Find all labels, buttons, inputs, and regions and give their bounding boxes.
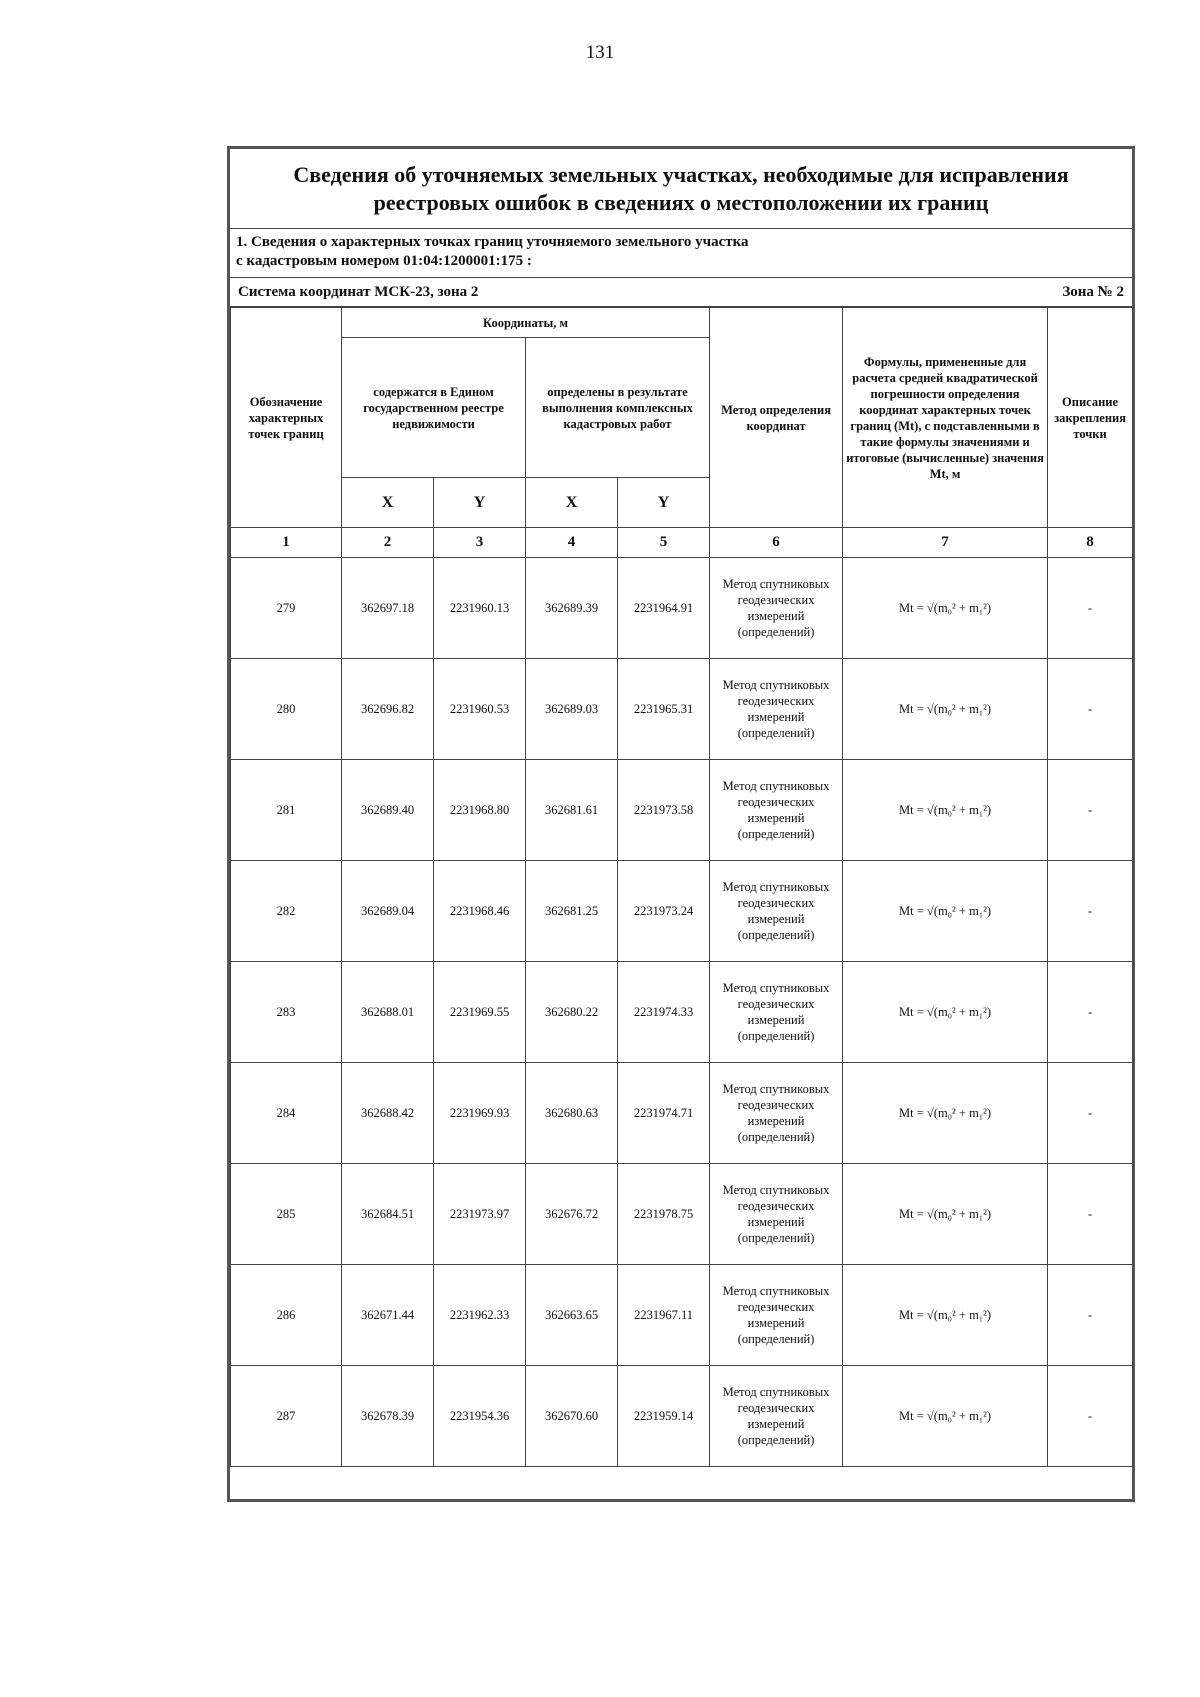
cell-formula: Mt = √(m₀² + m₁²)	[843, 861, 1048, 962]
column-number: 5	[618, 528, 710, 558]
header-point: Обозначение характерных точек границ	[231, 308, 342, 528]
cell-formula: Mt = √(m₀² + m₁²)	[843, 760, 1048, 861]
column-number: 7	[843, 528, 1048, 558]
cell-y-egrn: 2231954.36	[434, 1366, 526, 1467]
coordinate-system-bar	[230, 278, 1132, 307]
cell-formula: Mt = √(m₀² + m₁²)	[843, 659, 1048, 760]
cell-x-cadastral: 362676.72	[526, 1164, 618, 1265]
cell-x-cadastral: 362663.65	[526, 1265, 618, 1366]
cell-method: Метод спутниковых геодезических измерений (определений)	[710, 861, 843, 962]
column-numbers-row	[231, 528, 1133, 558]
cell-point: 287	[231, 1366, 342, 1467]
cell-description: -	[1048, 659, 1133, 760]
cell-x-cadastral: 362689.03	[526, 659, 618, 760]
table-row	[231, 1366, 1133, 1467]
cell-formula: Mt = √(m₀² + m₁²)	[843, 1265, 1048, 1366]
cell-x-egrn: 362689.04	[342, 861, 434, 962]
column-number: 3	[434, 528, 526, 558]
cell-x-cadastral: 362681.61	[526, 760, 618, 861]
zone-label: Зона № 2	[1062, 283, 1124, 300]
cell-description: -	[1048, 861, 1133, 962]
cell-x-egrn: 362684.51	[342, 1164, 434, 1265]
cell-x-egrn: 362688.42	[342, 1063, 434, 1164]
cell-point: 279	[231, 558, 342, 659]
cell-method: Метод спутниковых геодезических измерений (определений)	[710, 1164, 843, 1265]
cell-y-cadastral: 2231978.75	[618, 1164, 710, 1265]
cell-x-egrn: 362696.82	[342, 659, 434, 760]
cell-y-egrn: 2231960.13	[434, 558, 526, 659]
cell-y-egrn: 2231968.46	[434, 861, 526, 962]
cell-y-egrn: 2231969.55	[434, 962, 526, 1063]
cell-y-egrn: 2231968.80	[434, 760, 526, 861]
header-coordinates: Координаты, м	[342, 308, 710, 338]
cell-y-cadastral: 2231973.24	[618, 861, 710, 962]
cell-point: 284	[231, 1063, 342, 1164]
cell-y-cadastral: 2231973.58	[618, 760, 710, 861]
column-number: 6	[710, 528, 843, 558]
cell-y-egrn: 2231960.53	[434, 659, 526, 760]
section-heading-line2: с кадастровым номером 01:04:1200001:175 :	[236, 253, 532, 269]
document-frame	[227, 146, 1135, 1502]
table-row	[231, 1265, 1133, 1366]
cell-point: 282	[231, 861, 342, 962]
cell-x-egrn: 362688.01	[342, 962, 434, 1063]
empty-footer-cell	[231, 1467, 1133, 1496]
header-formula: Формулы, примененные для расчета средней квадратической погрешности определения координат характерных точек границ (Mt), с подставленными в такие формулы значениями и итоговые (вычисленные) значения Mt, м	[843, 308, 1048, 528]
cell-x-egrn: 362671.44	[342, 1265, 434, 1366]
cell-description: -	[1048, 1366, 1133, 1467]
header-method: Метод определения координат	[710, 308, 843, 528]
cell-x-cadastral: 362680.63	[526, 1063, 618, 1164]
cell-description: -	[1048, 962, 1133, 1063]
cell-point: 285	[231, 1164, 342, 1265]
cell-x-cadastral: 362689.39	[526, 558, 618, 659]
cell-point: 283	[231, 962, 342, 1063]
cell-description: -	[1048, 1063, 1133, 1164]
cell-y-cadastral: 2231967.11	[618, 1265, 710, 1366]
section-heading-line1: 1. Сведения о характерных точках границ уточняемого земельного участка	[236, 234, 749, 250]
table-row	[231, 1063, 1133, 1164]
column-number: 1	[231, 528, 342, 558]
coordinates-table	[230, 307, 1133, 1495]
cell-method: Метод спутниковых геодезических измерений (определений)	[710, 558, 843, 659]
column-number: 8	[1048, 528, 1133, 558]
cell-x-cadastral: 362680.22	[526, 962, 618, 1063]
header-y-egrn: Y	[434, 478, 526, 528]
table-row	[231, 659, 1133, 760]
cell-formula: Mt = √(m₀² + m₁²)	[843, 1164, 1048, 1265]
cell-formula: Mt = √(m₀² + m₁²)	[843, 1063, 1048, 1164]
cell-x-egrn: 362697.18	[342, 558, 434, 659]
header-description: Описание закрепления точки	[1048, 308, 1133, 528]
header-y-cadastral: Y	[618, 478, 710, 528]
cell-description: -	[1048, 1265, 1133, 1366]
table-empty-footer-row	[231, 1467, 1133, 1496]
cell-method: Метод спутниковых геодезических измерений (определений)	[710, 1265, 843, 1366]
table-row	[231, 861, 1133, 962]
cell-y-egrn: 2231973.97	[434, 1164, 526, 1265]
header-x-egrn: X	[342, 478, 434, 528]
page-number: 131	[585, 42, 615, 63]
document-title: Сведения об уточняемых земельных участках, необходимые для исправления реестровых ошибок в сведениях о местоположении их границ	[230, 149, 1132, 229]
table-row	[231, 558, 1133, 659]
column-number: 4	[526, 528, 618, 558]
cell-formula: Mt = √(m₀² + m₁²)	[843, 1366, 1048, 1467]
cell-y-cadastral: 2231974.33	[618, 962, 710, 1063]
cell-method: Метод спутниковых геодезических измерений (определений)	[710, 760, 843, 861]
cell-method: Метод спутниковых геодезических измерений (определений)	[710, 659, 843, 760]
header-cadastral: определены в результате выполнения комплексных кадастровых работ	[526, 338, 710, 478]
cell-y-cadastral: 2231974.71	[618, 1063, 710, 1164]
cell-point: 281	[231, 760, 342, 861]
table-row	[231, 1164, 1133, 1265]
cell-x-cadastral: 362681.25	[526, 861, 618, 962]
cell-description: -	[1048, 558, 1133, 659]
cell-point: 280	[231, 659, 342, 760]
cell-y-egrn: 2231962.33	[434, 1265, 526, 1366]
cell-method: Метод спутниковых геодезических измерений (определений)	[710, 1366, 843, 1467]
cell-y-egrn: 2231969.93	[434, 1063, 526, 1164]
cell-description: -	[1048, 1164, 1133, 1265]
cell-method: Метод спутниковых геодезических измерений (определений)	[710, 962, 843, 1063]
header-egrn: содержатся в Едином государственном реестре недвижимости	[342, 338, 526, 478]
coordinate-system-label: Система координат МСК-23, зона 2	[238, 283, 479, 300]
cell-x-egrn: 362678.39	[342, 1366, 434, 1467]
table-row	[231, 760, 1133, 861]
cell-method: Метод спутниковых геодезических измерений (определений)	[710, 1063, 843, 1164]
cell-formula: Mt = √(m₀² + m₁²)	[843, 558, 1048, 659]
cell-x-egrn: 362689.40	[342, 760, 434, 861]
cell-description: -	[1048, 760, 1133, 861]
cell-y-cadastral: 2231959.14	[618, 1366, 710, 1467]
column-number: 2	[342, 528, 434, 558]
header-x-cadastral: X	[526, 478, 618, 528]
cell-formula: Mt = √(m₀² + m₁²)	[843, 962, 1048, 1063]
table-row	[231, 962, 1133, 1063]
section-heading	[230, 229, 1132, 278]
cell-x-cadastral: 362670.60	[526, 1366, 618, 1467]
cell-y-cadastral: 2231965.31	[618, 659, 710, 760]
cell-y-cadastral: 2231964.91	[618, 558, 710, 659]
cell-point: 286	[231, 1265, 342, 1366]
